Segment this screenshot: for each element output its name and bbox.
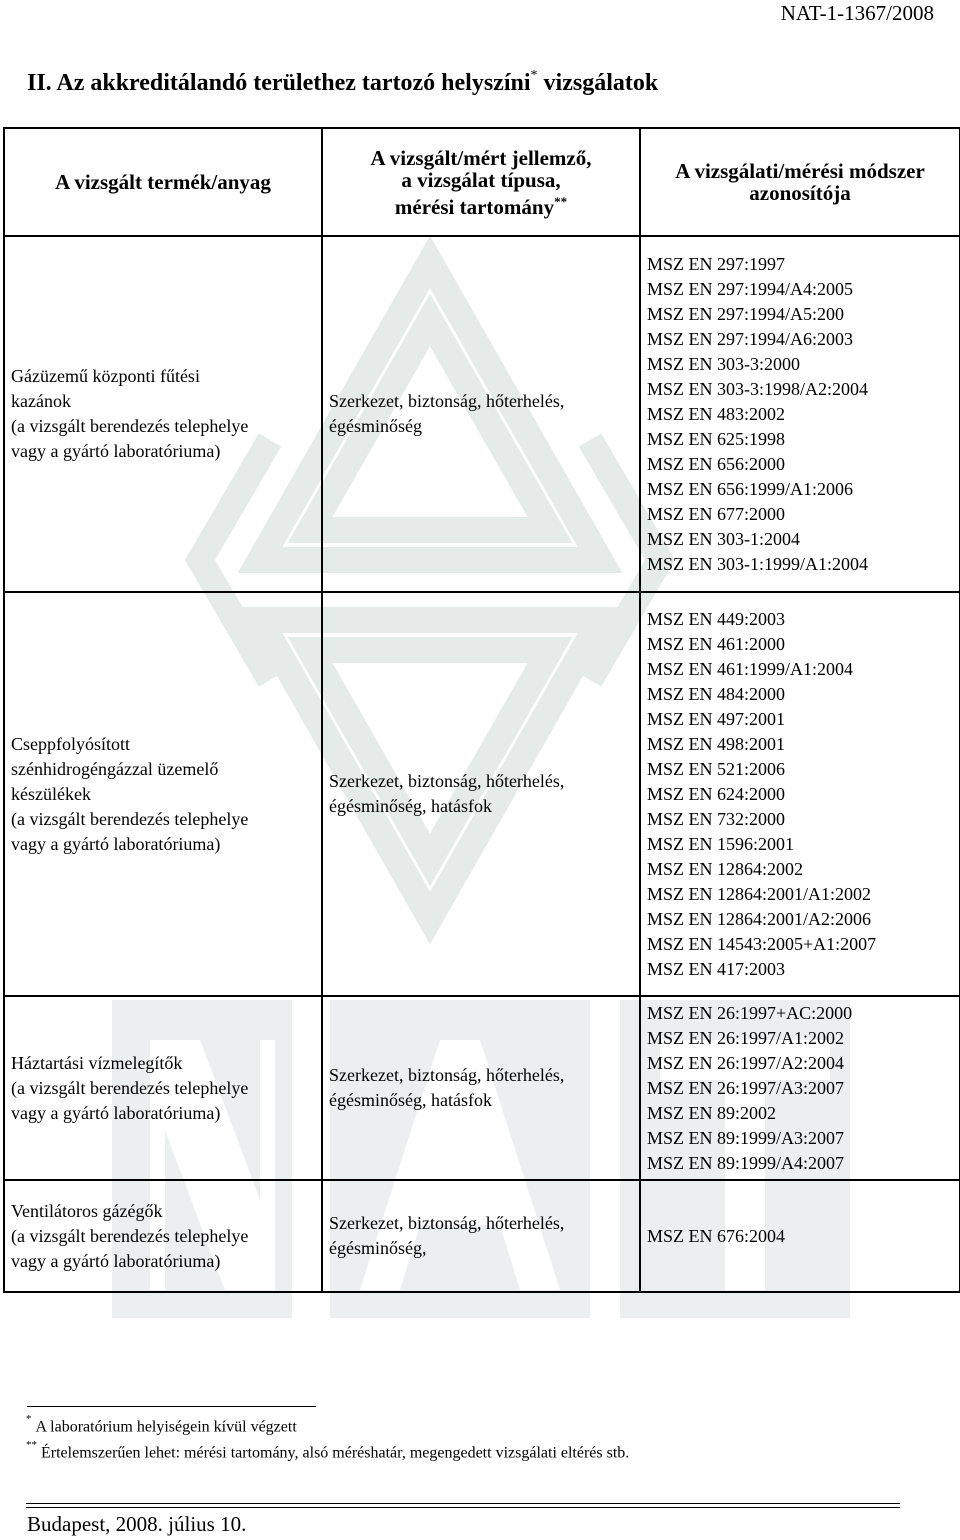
column-header-characteristic-line <box>327 191 635 218</box>
footnote <box>26 1413 297 1436</box>
characteristic-cell-line: égésminőség <box>329 416 422 436</box>
method-cell-line: MSZ EN 1596:2001 <box>647 833 795 854</box>
method-cell-line: MSZ EN 417:2003 <box>647 958 786 979</box>
characteristic-cell-line: égésminőség, hatásfok <box>329 796 492 816</box>
method-cell-line: MSZ EN 483:2002 <box>647 403 786 424</box>
characteristic-cell <box>322 236 640 592</box>
section-title-text: II. Az akkreditálandó területhez tartozó helyszíni <box>27 70 531 96</box>
product-cell-line: készülékek <box>11 783 91 804</box>
footnote-mark: ** <box>26 1439 37 1451</box>
table-header-row <box>4 128 960 236</box>
product-cell-line: szénhidrogéngázzal üzemelő <box>11 758 219 779</box>
product-cell-line: Gázüzemű központi fűtési <box>11 366 200 386</box>
method-cell-line: MSZ EN 297:1994/A4:2005 <box>647 278 854 299</box>
footnote <box>26 1439 630 1462</box>
method-cell-line: MSZ EN 89:1999/A3:2007 <box>647 1127 845 1148</box>
column-header-method-line: azonosítója <box>749 181 851 205</box>
method-cell-line: MSZ EN 303-1:2004 <box>647 528 800 549</box>
method-cell-line: MSZ EN 297:1997 <box>647 253 786 274</box>
product-cell-line: (a vizsgált berendezés telephelye <box>11 416 249 436</box>
method-cell-line: MSZ EN 14543:2005+A1:2007 <box>647 933 877 954</box>
characteristic-cell <box>322 592 640 996</box>
table-body <box>4 236 960 1292</box>
product-cell-line: vagy a gyártó laboratóriuma) <box>11 1102 221 1123</box>
column-header-characteristic-text: mérési tartomány <box>394 194 555 219</box>
section-title <box>27 70 658 97</box>
method-cell-line: MSZ EN 461:2000 <box>647 633 786 654</box>
method-cell-line: MSZ EN 303-1:1999/A1:2004 <box>647 553 869 574</box>
method-cell-line: MSZ EN 677:2000 <box>647 503 786 524</box>
product-cell <box>4 1180 322 1292</box>
footnote-separator <box>27 1406 316 1407</box>
method-cell <box>640 236 960 592</box>
product-cell-line: kazánok <box>11 391 71 411</box>
document-id: NAT-1-1367/2008 <box>780 1 934 25</box>
column-header-method-line: A vizsgálati/mérési módszer <box>675 159 925 183</box>
accreditation-table-wrapper <box>3 127 959 1293</box>
method-cell-line: MSZ EN 624:2000 <box>647 783 786 804</box>
footnote-text: Értelemszerűen lehet: mérési tartomány, alsó méréshatár, megengedett vizsgálati eltérés stb. <box>41 1444 630 1462</box>
column-header-characteristic-line: a vizsgálat típusa, <box>401 167 561 192</box>
method-cell <box>640 1180 960 1292</box>
column-header-product: A vizsgált termék/anyag <box>4 128 322 236</box>
method-cell-line: MSZ EN 656:2000 <box>647 453 786 474</box>
characteristic-cell-line: Szerkezet, biztonság, hőterhelés, <box>329 1213 565 1233</box>
method-cell-line: MSZ EN 89:2002 <box>647 1102 777 1123</box>
method-cell-line: MSZ EN 297:1994/A6:2003 <box>647 328 854 349</box>
product-cell-line: vagy a gyártó laboratóriuma) <box>11 1250 221 1271</box>
method-cell-line: MSZ EN 498:2001 <box>647 733 786 754</box>
method-cell <box>640 592 960 996</box>
method-cell-line: MSZ EN 625:1998 <box>647 428 786 449</box>
accreditation-table <box>3 127 960 1293</box>
method-cell-line: MSZ EN 26:1997/A1:2002 <box>647 1027 845 1048</box>
characteristic-cell-line: Szerkezet, biztonság, hőterhelés, <box>329 391 565 411</box>
footnote-mark: * <box>26 1413 32 1425</box>
product-cell-line: (a vizsgált berendezés telephelye <box>11 1225 249 1246</box>
table-row <box>4 592 960 996</box>
method-cell-line: MSZ EN 461:1999/A1:2004 <box>647 658 854 679</box>
method-cell-line: MSZ EN 449:2003 <box>647 608 786 629</box>
characteristic-cell <box>322 1180 640 1292</box>
footnote-text: A laboratórium helyiségein kívül végzett <box>35 1418 297 1436</box>
column-header-footnote-mark: ** <box>554 193 568 209</box>
method-cell-line: MSZ EN 303-3:1998/A2:2004 <box>647 378 869 399</box>
table-row <box>4 236 960 592</box>
method-cell-line: MSZ EN 12864:2002 <box>647 858 804 879</box>
section-title-footnote-mark: * <box>530 68 538 83</box>
product-cell-line: Háztartási vízmelegítők <box>11 1052 183 1073</box>
characteristic-cell-line: égésminőség, <box>329 1238 427 1258</box>
method-cell-line: MSZ EN 297:1994/A5:200 <box>647 303 845 324</box>
table-row <box>4 1180 960 1292</box>
method-cell-line: MSZ EN 732:2000 <box>647 808 786 829</box>
method-cell-line: MSZ EN 676:2004 <box>647 1225 786 1246</box>
product-cell-line: (a vizsgált berendezés telephelye <box>11 808 249 829</box>
product-cell-line: (a vizsgált berendezés telephelye <box>11 1077 249 1098</box>
characteristic-cell-line: égésminőség, hatásfok <box>329 1090 492 1110</box>
method-cell-line: MSZ EN 521:2006 <box>647 758 786 779</box>
method-cell-line: MSZ EN 12864:2001/A1:2002 <box>647 883 872 904</box>
product-cell <box>4 996 322 1180</box>
column-header-characteristic-line: A vizsgált/mért jellemző, <box>370 145 592 170</box>
characteristic-cell-line: Szerkezet, biztonság, hőterhelés, <box>329 771 565 791</box>
product-cell <box>4 236 322 592</box>
method-cell-line: MSZ EN 656:1999/A1:2006 <box>647 478 854 499</box>
method-cell-line: MSZ EN 497:2001 <box>647 708 786 729</box>
characteristic-cell <box>322 996 640 1180</box>
product-cell <box>4 592 322 996</box>
column-header-method <box>640 128 960 236</box>
place-date: Budapest, 2008. július 10. <box>27 1512 247 1536</box>
table-row <box>4 996 960 1180</box>
method-cell-line: MSZ EN 89:1999/A4:2007 <box>647 1152 845 1173</box>
method-cell-line: MSZ EN 303-3:2000 <box>647 353 800 374</box>
product-cell-line: vagy a gyártó laboratóriuma) <box>11 833 221 854</box>
characteristic-cell-line: Szerkezet, biztonság, hőterhelés, <box>329 1065 565 1085</box>
method-cell <box>640 996 960 1180</box>
method-cell-line: MSZ EN 484:2000 <box>647 683 786 704</box>
method-cell-line: MSZ EN 26:1997/A2:2004 <box>647 1052 845 1073</box>
method-cell-line: MSZ EN 26:1997/A3:2007 <box>647 1077 845 1098</box>
method-cell-line: MSZ EN 12864:2001/A2:2006 <box>647 908 872 929</box>
method-cell-line: MSZ EN 26:1997+AC:2000 <box>647 1002 853 1023</box>
product-cell-line: Cseppfolyósított <box>11 733 131 754</box>
section-title-suffix: vizsgálatok <box>543 70 659 96</box>
column-header-characteristic <box>322 128 640 236</box>
product-cell-line: vagy a gyártó laboratóriuma) <box>11 441 221 461</box>
footer-divider <box>26 1503 900 1508</box>
product-cell-line: Ventilátoros gázégők <box>11 1200 163 1221</box>
